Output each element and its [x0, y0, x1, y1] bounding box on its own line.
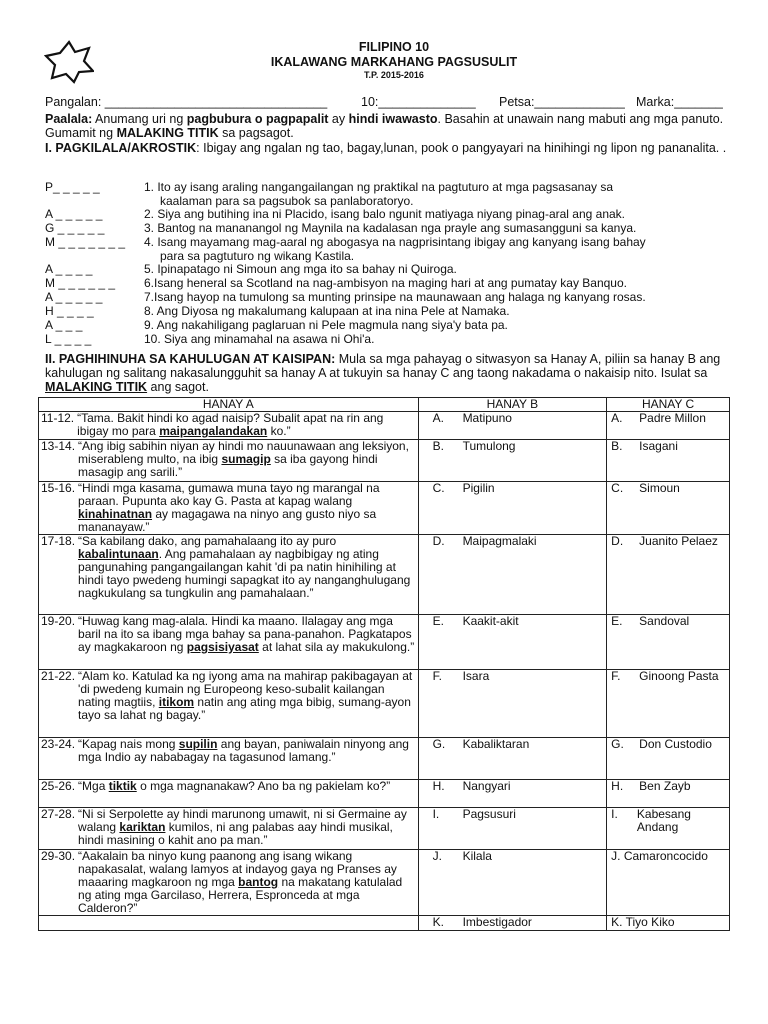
option-letter: I. — [611, 807, 618, 821]
meaning-option: Kabaliktaran — [462, 737, 530, 751]
underlined-word: sumagip — [221, 452, 271, 466]
meaning-option: Maipagmalaki — [462, 534, 537, 548]
hanay-a-cell — [39, 412, 419, 440]
hanay-c-cell — [607, 780, 730, 808]
character-option: Simoun — [639, 481, 680, 495]
table-row — [39, 615, 730, 670]
item-number: 17-18. — [41, 534, 76, 548]
hanay-c-cell — [607, 482, 730, 535]
hanay-c-cell — [607, 850, 730, 916]
statement: “Huwag kang mag-alala. Hindi ka maano. Ilalagay ang mga baril na ito sa ibang mga bahay sa pana-panahon. Pagkatapos ay magkakaroon ng pagsisiyasat at lahat sila ay makukulong.” — [78, 614, 415, 654]
option-letter: F. — [611, 669, 621, 683]
option-letter: B. — [611, 439, 623, 453]
hanay-b-cell — [418, 535, 607, 615]
table-row — [39, 670, 730, 738]
hanay-b-cell — [418, 916, 607, 931]
subject-title: FILIPINO 10 — [358, 40, 430, 54]
statement: “Kapag nais mong supilin ang bayan, paniwalain ninyong ang mga Indio ay nababagay na tagasunod lamang.” — [78, 737, 409, 764]
statement: “Mga tiktik o mga magnanakaw? Ano ba ng pakielam ko?” — [78, 779, 391, 793]
item-number: 29-30. — [41, 849, 76, 863]
hanay-c-cell — [607, 615, 730, 670]
option-letter: I. — [432, 807, 440, 821]
hanay-c-cell — [607, 916, 730, 931]
character-option: Isagani — [639, 439, 678, 453]
hanay-a-cell — [39, 670, 419, 738]
underlined-word: bantog — [238, 875, 279, 889]
meaning-option: Kaakit-akit — [462, 614, 519, 628]
hanay-a-cell — [39, 440, 419, 482]
underlined-word: supilin — [178, 737, 218, 751]
statement: “Ni si Serpolette ay hindi marunong umawit, ni si Germaine ay walang kariktan kumilos, ni ang palabas aay hindi musikal, hindi masining o kahit ano pa man.” — [78, 807, 407, 847]
answer-blank[interactable]: A _ _ _ _ _ — [45, 207, 103, 221]
item-question: 8. Ang Diyosa ng makalumang kalupaan at ina nina Pele at Namaka. — [144, 304, 510, 318]
answer-blank[interactable]: A _ _ _ _ — [45, 262, 93, 276]
part1-instructions: I. PAGKILALA/AKROSTIK: Ibigay ang ngalan ng tao, bagay,lunan, pook o pangyayari na hinihingi ng lipon ng pananalita. . — [45, 141, 727, 155]
paalala: Paalala: Anumang uri ng pagbubura o pagpapalit ay hindi iwawasto. Basahin at unawain nang mabuti ang mga panuto. Gumamit ng MALAKING TITIK sa pagsagot. — [45, 112, 724, 140]
section-field[interactable]: 10:______________ — [361, 95, 476, 109]
hanay-a-cell — [39, 615, 419, 670]
answer-blank[interactable]: H _ _ _ _ — [45, 304, 94, 318]
meaning-option: Imbestigador — [462, 915, 532, 929]
table-row — [39, 850, 730, 916]
option-letter: H. — [432, 779, 445, 793]
character-option: K. Tiyo Kiko — [611, 915, 675, 929]
item-question-continued: para sa pagtuturo ng wikang Kastila. — [160, 249, 355, 263]
header-hanay-c: HANAY C — [607, 398, 730, 412]
hanay-b-cell — [418, 670, 607, 738]
item-question: 3. Bantog na mananangol ng Maynila na kadalasan nga prayle ang sumasangguni sa kanya. — [144, 221, 637, 235]
underlined-word: tiktik — [108, 779, 137, 793]
option-letter: C. — [432, 481, 445, 495]
name-field[interactable]: Pangalan: ________________________________ — [45, 95, 328, 109]
table-row — [39, 916, 730, 931]
hanay-b-cell — [418, 780, 607, 808]
hanay-a-cell — [39, 780, 419, 808]
item-question: 7.Isang hayop na tumulong sa munting prinsipe na maunawaan ang halaga ng kanyang rosas. — [144, 290, 646, 304]
answer-blank[interactable]: G _ _ _ _ _ — [45, 221, 105, 235]
hanay-b-cell — [418, 808, 607, 850]
option-letter: H. — [611, 779, 624, 793]
option-letter: A. — [611, 411, 623, 425]
answer-blank[interactable]: A _ _ _ — [45, 318, 83, 332]
hanay-a-cell — [39, 482, 419, 535]
meaning-option: Isara — [462, 669, 490, 683]
meaning-option: Pagsusuri — [462, 807, 516, 821]
hanay-b-cell — [418, 850, 607, 916]
underlined-word: kabalintunaan — [78, 547, 159, 561]
item-number: 15-16. — [41, 481, 76, 495]
meaning-option: Nangyari — [462, 779, 511, 793]
character-option: Don Custodio — [639, 737, 712, 751]
item-number: 21-22. — [41, 669, 76, 683]
option-letter: G. — [611, 737, 624, 751]
item-number: 19-20. — [41, 614, 76, 628]
hanay-b-cell — [418, 412, 607, 440]
table-row — [39, 535, 730, 615]
character-option: Ginoong Pasta — [639, 669, 719, 683]
character-option: J. Camaroncocido — [611, 849, 708, 863]
character-option: Juanito Pelaez — [639, 534, 718, 548]
underlined-word: maipangalandakan — [159, 424, 268, 438]
hanay-a-cell — [39, 738, 419, 780]
item-question: 4. Isang mayamang mag-aaral ng abogasya na nagprisintang ibigay ang kanyang isang bahay — [144, 235, 646, 249]
statement: “Aakalain ba ninyo kung paanong ang isang wikang napakasalat, walang lamyos at indayog gaya ng Pranses ay maaaring magkaroon ng mga bantog na makatang katulalad ng ating mga Garcilaso, Herrera, Espronceda at mga Calderon?” — [78, 849, 403, 915]
header-hanay-a: HANAY A — [39, 398, 419, 412]
table-row — [39, 440, 730, 482]
hanay-b-cell — [418, 440, 607, 482]
hanay-c-cell — [607, 738, 730, 780]
statement: “Ang ibig sabihin niyan ay hindi mo nauunawaan ang leksiyon, miserableng multo, na ibig sumagip sa iba gayong hindi masagip ang sarili.” — [78, 439, 409, 479]
hanay-a-cell — [39, 850, 419, 916]
hanay-a-cell — [39, 535, 419, 615]
answer-table — [38, 397, 730, 931]
item-question-continued: kaalaman para sa pagsubok sa panlaboratoryo. — [160, 194, 414, 208]
table-row — [39, 780, 730, 808]
item-question: 2. Siya ang butihing ina ni Placido, isang balo ngunit matiyaga niyang pinag-aral ang anak. — [144, 207, 625, 221]
hanay-c-cell — [607, 440, 730, 482]
character-option: Ben Zayb — [639, 779, 691, 793]
character-option: Padre Millon — [639, 411, 706, 425]
answer-blank[interactable]: M _ _ _ _ _ _ — [45, 276, 116, 290]
meaning-option: Matipuno — [462, 411, 512, 425]
hanay-c-cell — [607, 535, 730, 615]
answer-blank[interactable]: L _ _ _ _ — [45, 332, 92, 346]
option-letter: C. — [611, 481, 624, 495]
option-letter: K. — [432, 915, 444, 929]
statement: “Sa kabilang dako, ang pamahalaang ito ay puro kabalintunaan. Ang pamahalaan ay nagbibigay ng ating pangunahing pangangailangan kahit 'di pa natin hinihiling at hindi tayo pwedeng humingi sapagkat ito ay nanganghulugang nagkukulang sa tungkulin ang pamahalaan.” — [78, 534, 411, 600]
hanay-c-cell — [607, 412, 730, 440]
option-letter: G. — [432, 737, 446, 751]
table-row — [39, 482, 730, 535]
item-number: 27-28. — [41, 807, 76, 821]
table-row — [39, 412, 730, 440]
hanay-a-cell — [39, 808, 419, 850]
underlined-word: kinahinatnan — [78, 507, 153, 521]
hanay-a-cell — [39, 916, 419, 931]
item-question: 1. Ito ay isang araling nangangailangan ng praktikal na pagtuturo at mga pagsasanay sa — [144, 180, 613, 194]
table-row — [39, 808, 730, 850]
hanay-c-cell — [607, 670, 730, 738]
character-option: Sandoval — [639, 614, 690, 628]
item-number: 13-14. — [41, 439, 76, 453]
option-letter: E. — [432, 614, 444, 628]
item-number: 23-24. — [41, 737, 76, 751]
meaning-option: Pigilin — [462, 481, 495, 495]
item-question: 9. Ang nakahiligang paglaruan ni Pele magmula nang siya'y bata pa. — [144, 318, 508, 332]
item-question: 5. Ipinapatago ni Simoun ang mga ito sa bahay ni Quiroga. — [144, 262, 457, 276]
part2-instructions: II. PAGHIHINUHA SA KAHULUGAN AT KAISIPAN: Mula sa mga pahayag o sitwasyon sa Hanay A, piliin sa hanay B ang kahulugan ng salitang nakasalungguhit sa hanay A at tukuyin sa hanay C ang taong nakadama o nakaisip nito. Isulat sa MALAKING TITIK ang sagot. — [45, 352, 721, 394]
item-question: 10. Siya ang minamahal na asawa ni Ohi'a. — [144, 332, 375, 346]
item-question: 6.Isang heneral sa Scotland na nag-ambisyon na maging hari at ang pumatay kay Banquo. — [144, 276, 627, 290]
date-field[interactable]: Petsa:_____________ — [499, 95, 625, 109]
option-letter: D. — [432, 534, 445, 548]
option-letter: D. — [611, 534, 624, 548]
hanay-b-cell — [418, 615, 607, 670]
school-year: T.P. 2015-2016 — [364, 70, 424, 80]
hanay-b-cell — [418, 482, 607, 535]
answer-blank[interactable]: A _ _ _ _ _ — [45, 290, 103, 304]
exam-title: IKALAWANG MARKAHANG PAGSUSULIT — [270, 55, 518, 69]
answer-blank[interactable]: P_ _ _ _ _ — [45, 180, 100, 194]
statement: “Hindi mga kasama, gumawa muna tayo ng marangal na paraan. Pupunta ako kay G. Pasta at kapag walang kinahinatnan ay magagawa na ninyo ang gusto niyo sa mananayaw.” — [78, 481, 380, 534]
table-row — [39, 738, 730, 780]
option-letter: F. — [432, 669, 442, 683]
option-letter: E. — [611, 614, 623, 628]
item-number: 25-26. — [41, 779, 76, 793]
character-option: Kabesang Andang — [636, 807, 691, 834]
option-letter: J. — [432, 849, 442, 863]
hanay-c-cell — [607, 808, 730, 850]
meaning-option: Tumulong — [462, 439, 516, 453]
item-number: 11-12. — [41, 411, 75, 425]
underlined-word: itikom — [158, 695, 195, 709]
statement: “Alam ko. Katulad ka ng iyong ama na mahirap pakibagayan at 'di pwedeng kumain ng Europeong keso-subalit kailangan nating magtiis, itikom natin ang ating mga bibig, sumang-ayon tayo sa lahat ng bagay.” — [78, 669, 413, 722]
option-letter: B. — [432, 439, 444, 453]
header-hanay-b: HANAY B — [418, 398, 607, 412]
underlined-word: kariktan — [119, 820, 166, 834]
meaning-option: Kilala — [462, 849, 492, 863]
statement: “Tama. Bakit hindi ko agad naisip? Subalit apat na rin ang ibigay mo para maipangalandakan ko.” — [77, 411, 384, 438]
option-letter: A. — [432, 411, 444, 425]
hanay-b-cell — [418, 738, 607, 780]
grade-field[interactable]: Marka:_______ — [636, 95, 723, 109]
underlined-word: pagsisiyasat — [186, 640, 259, 654]
answer-blank[interactable]: M _ _ _ _ _ _ _ — [45, 235, 126, 249]
